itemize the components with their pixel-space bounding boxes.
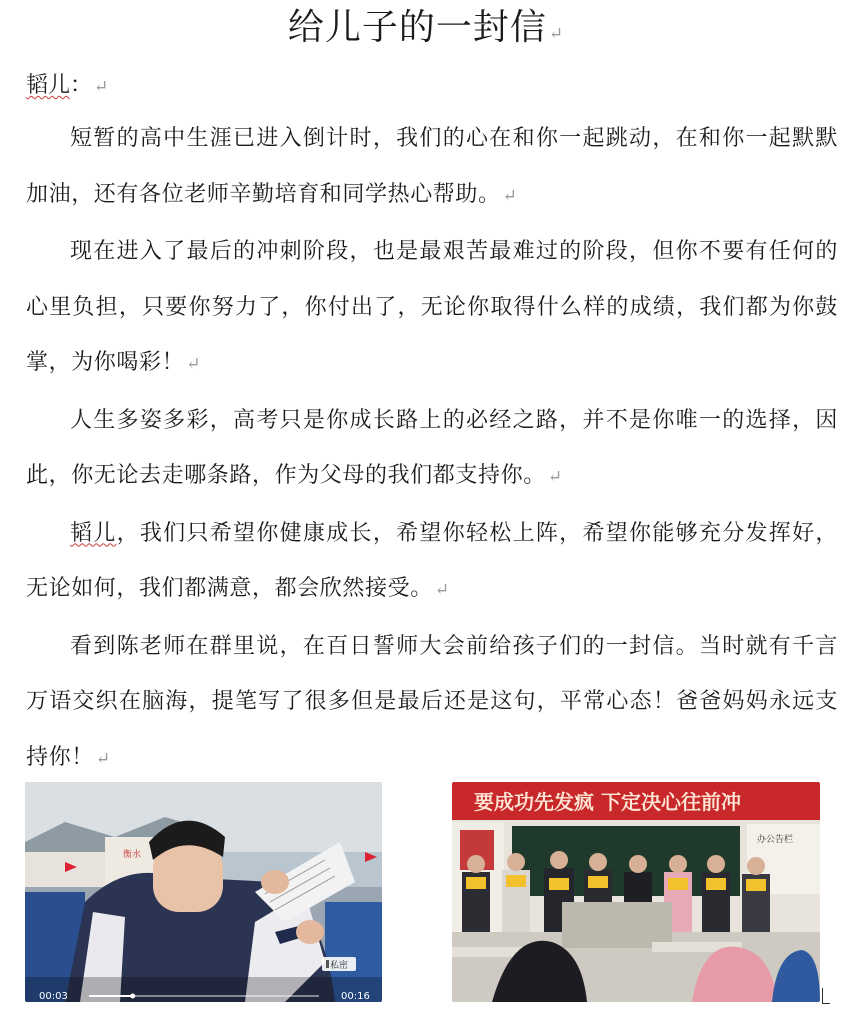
text-cursor-base (822, 1003, 830, 1004)
salutation (26, 70, 108, 103)
title-text: 给儿子的一封信 (287, 7, 547, 48)
class-photo-frame (452, 782, 820, 1002)
paragraph-mark-icon: ↵ (547, 467, 563, 487)
paragraph-text: 看到陈老师在群里说，在百日誓师大会前给孩子们的一封信。当时就有千言万语交织在脑海，提笔写了很多但是最后还是这句，平常心态！爸爸妈妈永远支持你！ (26, 633, 838, 770)
progress-knob[interactable] (130, 994, 135, 999)
paragraph-4 (26, 506, 838, 619)
paragraph-1 (26, 111, 838, 224)
paragraph-text: 人生多姿多彩，高考只是你成长路上的必经之路，并不是你唯一的选择，因此，你无论去走哪条路，作为父母的我们都支持你。 (26, 407, 838, 488)
paragraph-mark-icon: ↵ (548, 24, 565, 44)
time-current: 00:03 (39, 991, 68, 1002)
video-frame (25, 782, 382, 1002)
paragraph-3 (26, 393, 838, 506)
school-sign-text: 衡水 (123, 850, 142, 860)
lock-icon (326, 960, 329, 968)
banner-text: 要成功先发疯 下定决心往前冲 (474, 790, 741, 814)
document-title (0, 4, 852, 58)
paragraph-text: 短暂的高中生涯已进入倒计时，我们的心在和你一起跳动，在和你一起默默加油，还有各位老师辛勤培育和同学热心帮助。 (26, 126, 838, 207)
paragraph-text: ，我们只希望你健康成长，希望你轻松上阵，希望你能够充分发挥好，无论如何，我们都满意，都会欣然接受。 (26, 520, 838, 601)
video-photo[interactable] (25, 782, 382, 1002)
salutation-name: 韬儿 (26, 73, 71, 98)
salutation-punct: ： (70, 73, 93, 98)
paragraph-name: 韬儿 (70, 520, 117, 546)
letter-body (26, 111, 838, 787)
paragraph-mark-icon: ↵ (95, 748, 111, 769)
text-cursor (822, 988, 823, 1004)
notice-board-text: 办公告栏 (757, 835, 794, 845)
time-total: 00:16 (341, 991, 370, 1002)
class-photo[interactable] (452, 782, 820, 1002)
paragraph-mark-icon: ↵ (186, 354, 202, 374)
paragraph-mark-icon: ↵ (502, 185, 518, 206)
paragraph-mark-icon: ↵ (94, 77, 109, 97)
private-badge-text: 私密 (330, 961, 349, 971)
paragraph-mark-icon: ↵ (434, 580, 450, 600)
progress-fill (89, 995, 133, 997)
paragraph-2 (26, 224, 838, 393)
paragraph-5 (26, 619, 838, 788)
paragraph-text: 现在进入了最后的冲刺阶段，也是最艰苦最难过的阶段，但你不要有任何的心里负担，只要你努力了，你付出了，无论你取得什么样的成绩，我们都为你鼓掌，为你喝彩！ (26, 239, 838, 375)
